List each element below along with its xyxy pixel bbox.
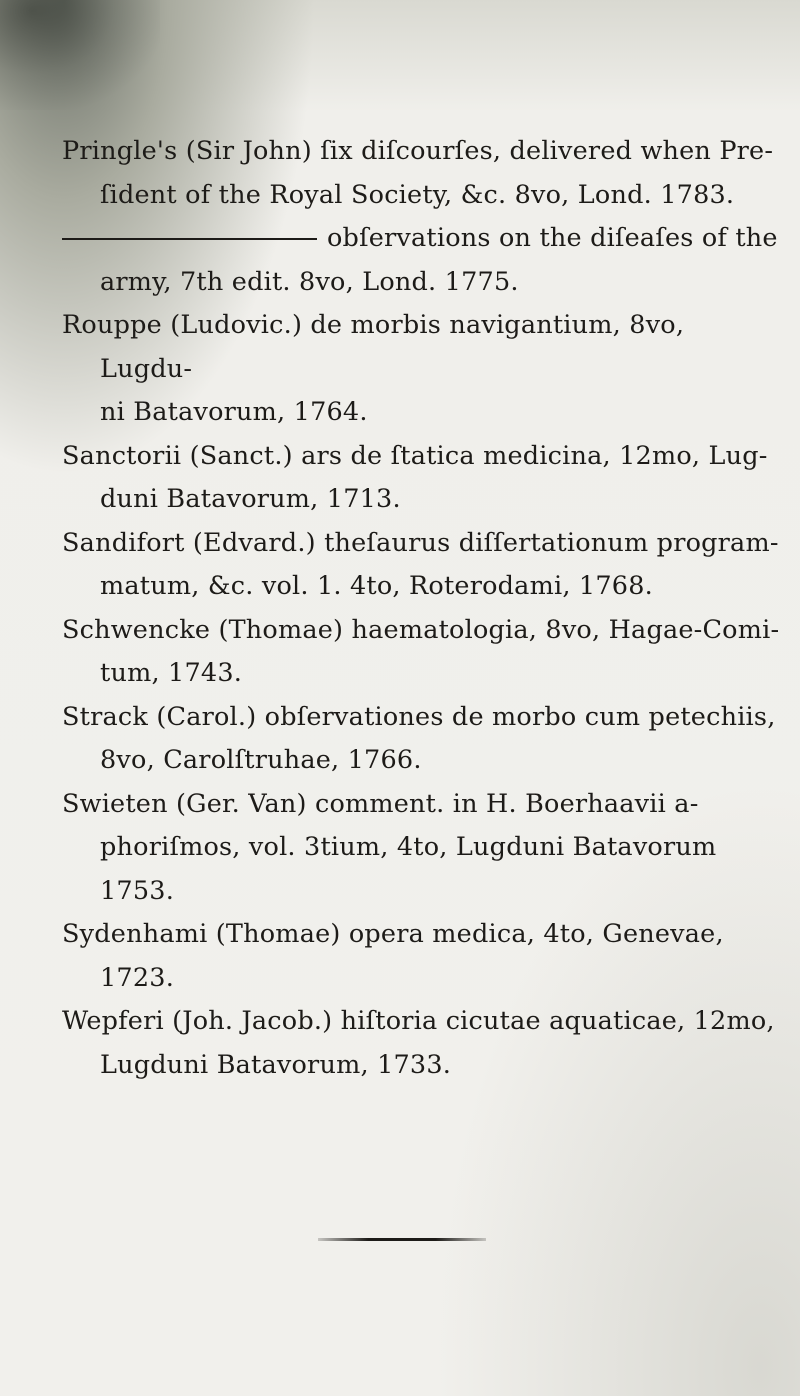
entry-line: Schwencke (Thomae) haematologia, 8vo, Hagae-Comi- [62,614,780,645]
entry-line: army, 7th edit. 8vo, Lond. 1775. [100,266,519,297]
entry-line: obſervations on the diſeaſes of the [327,223,778,253]
entry-line: 8vo, Carolſtruhae, 1766. [100,745,422,775]
page-corner-shadow [0,0,160,110]
bibliography-entry [62,609,782,696]
entry-line: 1753. [100,875,175,906]
bibliography-entry [62,913,782,1000]
entry-line: Rouppe (Ludovic.) de morbis navigantium, 8vo, Lugdu- [62,310,685,384]
bibliography-entry [62,522,782,609]
entry-line: Swieten (Ger. Van) comment. in H. Boerhaavii a- [62,788,699,819]
entry-line: Wepferi (Joh. Jacob.) hiſtoria cicutae aquaticae, 12mo, [62,1006,775,1036]
entry-line: 1723. [100,962,175,993]
entry-line: matum, &c. vol. 1. 4to, Roterodami, 1768. [100,571,653,601]
bibliography-entry [62,696,782,783]
bibliography-entry [62,435,782,522]
entry-line: tum, 1743. [100,658,243,688]
section-end-rule [318,1238,486,1241]
entry-line: ni Batavorum, 1764. [100,397,368,427]
entry-line: Sanctorii (Sanct.) ars de ſtatica medicina, 12mo, Lug- [62,440,768,471]
entry-line: phoriſmos, vol. 3tium, 4to, Lugduni Batavorum [100,832,717,862]
bibliography-entry [62,130,782,217]
bibliography-entry [62,217,782,304]
bibliography-entry [62,783,782,914]
bibliography-entry [62,304,782,435]
ditto-rule [62,238,317,240]
bibliography-list [62,130,782,1087]
entry-line: Sandifort (Edvard.) theſaurus diſſertationum program- [62,527,779,558]
entry-line: Lugduni Batavorum, 1733. [100,1049,452,1080]
bibliography-entry [62,1000,782,1087]
entry-line: Strack (Carol.) obſervationes de morbo cum petechiis, [62,701,776,732]
entry-line: ſident of the Royal Society, &c. 8vo, Lond. 1783. [100,179,735,210]
entry-line: duni Batavorum, 1713. [100,484,401,514]
entry-line: Sydenhami (Thomae) opera medica, 4to, Genevae, [62,919,724,949]
entry-line: Pringle's (Sir John) ſix diſcourſes, delivered when Pre- [62,136,774,166]
